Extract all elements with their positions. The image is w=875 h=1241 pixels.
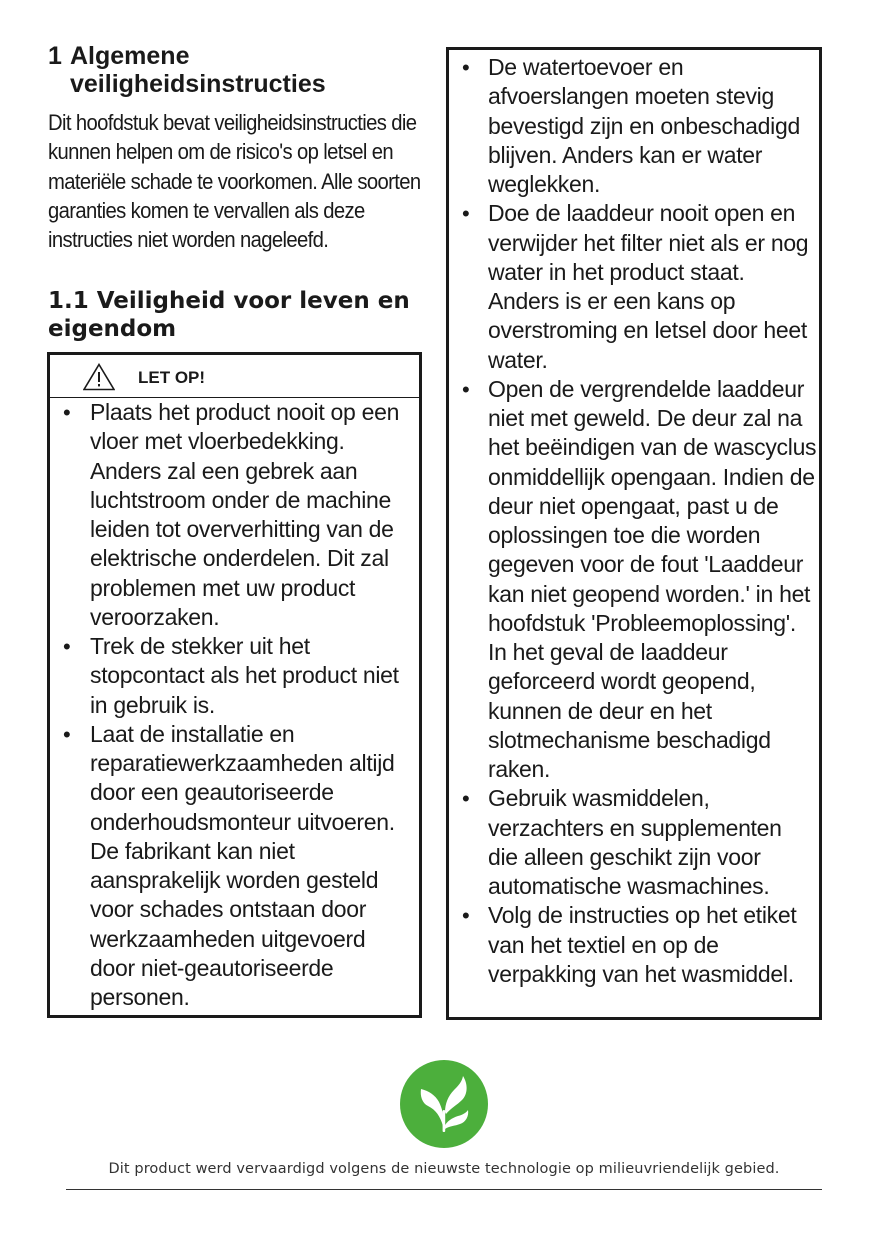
- list-item-text: Trek de stekker uit het stopcontact als het product niet in gebruik is.: [90, 633, 399, 718]
- section-title-text: Algemene veiligheidsinstructies: [70, 42, 326, 98]
- list-item: [449, 53, 817, 199]
- warning-box-left: [47, 352, 422, 1018]
- bullet-icon: •: [63, 721, 71, 747]
- section-number: 1: [48, 42, 62, 70]
- bullet-icon: •: [462, 903, 470, 929]
- bullet-icon: •: [462, 786, 470, 812]
- warning-triangle-icon: [83, 363, 115, 391]
- list-item-text: Gebruik wasmiddelen, verzachters en supplementen die alleen geschikt zijn voor automatische wasmachines.: [488, 785, 782, 899]
- warning-label: LET OP!: [138, 368, 206, 387]
- bullet-icon: •: [462, 55, 470, 80]
- warning-box-right: [446, 47, 822, 1020]
- list-item: [449, 901, 817, 989]
- list-item: [449, 375, 817, 785]
- left-bullet-list: [50, 398, 419, 1012]
- list-item-text: Volg de instructies op het etiket van het textiel en op de verpakking van het wasmiddel.: [488, 902, 797, 987]
- list-item-text: Doe de laaddeur nooit open en verwijder het filter niet als er nog water in het product staat. Anders is er een kans op overstroming en letsel door heet water.: [488, 200, 809, 373]
- footer-divider: [66, 1189, 822, 1190]
- list-item: [449, 784, 817, 901]
- warning-header: [50, 355, 419, 398]
- bullet-icon: •: [462, 201, 470, 227]
- bullet-icon: •: [63, 634, 71, 659]
- footer-text: Dit product werd vervaardigd volgens de nieuwste technologie op milieuvriendelijk gebied.: [108, 1161, 780, 1177]
- eco-leaf-icon: [400, 1060, 488, 1148]
- right-bullet-list: [449, 50, 819, 989]
- bullet-icon: •: [462, 376, 470, 402]
- bullet-icon: •: [63, 400, 71, 425]
- list-item: [449, 199, 817, 375]
- list-item-text: De watertoevoer en afvoerslangen moeten stevig bevestigd zijn en onbeschadigd blijven. Anders kan er water weglekken.: [488, 54, 800, 197]
- list-item: [50, 632, 415, 720]
- subsection-title: 1.1 Veiligheid voor leven en eigendom: [48, 288, 410, 342]
- list-item: [50, 398, 415, 632]
- intro-paragraph: Dit hoofdstuk bevat veiligheidsinstructies die kunnen helpen om de risico's op letsel en materiële schade te voorkomen. Alle soorten garanties komen te vervallen als deze instructies niet worden nageleefd.: [48, 110, 421, 253]
- list-item-text: Laat de installatie en reparatiewerkzaamheden altijd door een geautoriseerde onderhoudsmonteur uitvoeren. De fabrikant kan niet aansprakelijk worden gesteld voor schades ontstaan door werkzaamheden uitgevoerd door niet-geautoriseerde personen.: [90, 720, 395, 1010]
- section-title: [48, 42, 428, 98]
- list-item: [50, 720, 415, 1013]
- list-item-text: Open de vergrendelde laaddeur niet met geweld. De deur zal na het beëindigen van de wascyclus onmiddellijk opengaan. Indien de deur niet opengaat, past u de oplossingen toe die worden gegeven voor de fout 'Laaddeur kan niet geopend worden.' in het hoofdstuk 'Probleemoplossing'. In het geval de laaddeur geforceerd wordt geopend, kunnen de deur en het slotmechanisme beschadigd raken.: [488, 375, 817, 782]
- list-item-text: Plaats het product nooit op een vloer met vloerbedekking. Anders zal een gebrek aan luchtstroom onder de machine leiden tot oververhitting van de elektrische onderdelen. Dit zal problemen met uw product veroorzaken.: [90, 399, 400, 630]
